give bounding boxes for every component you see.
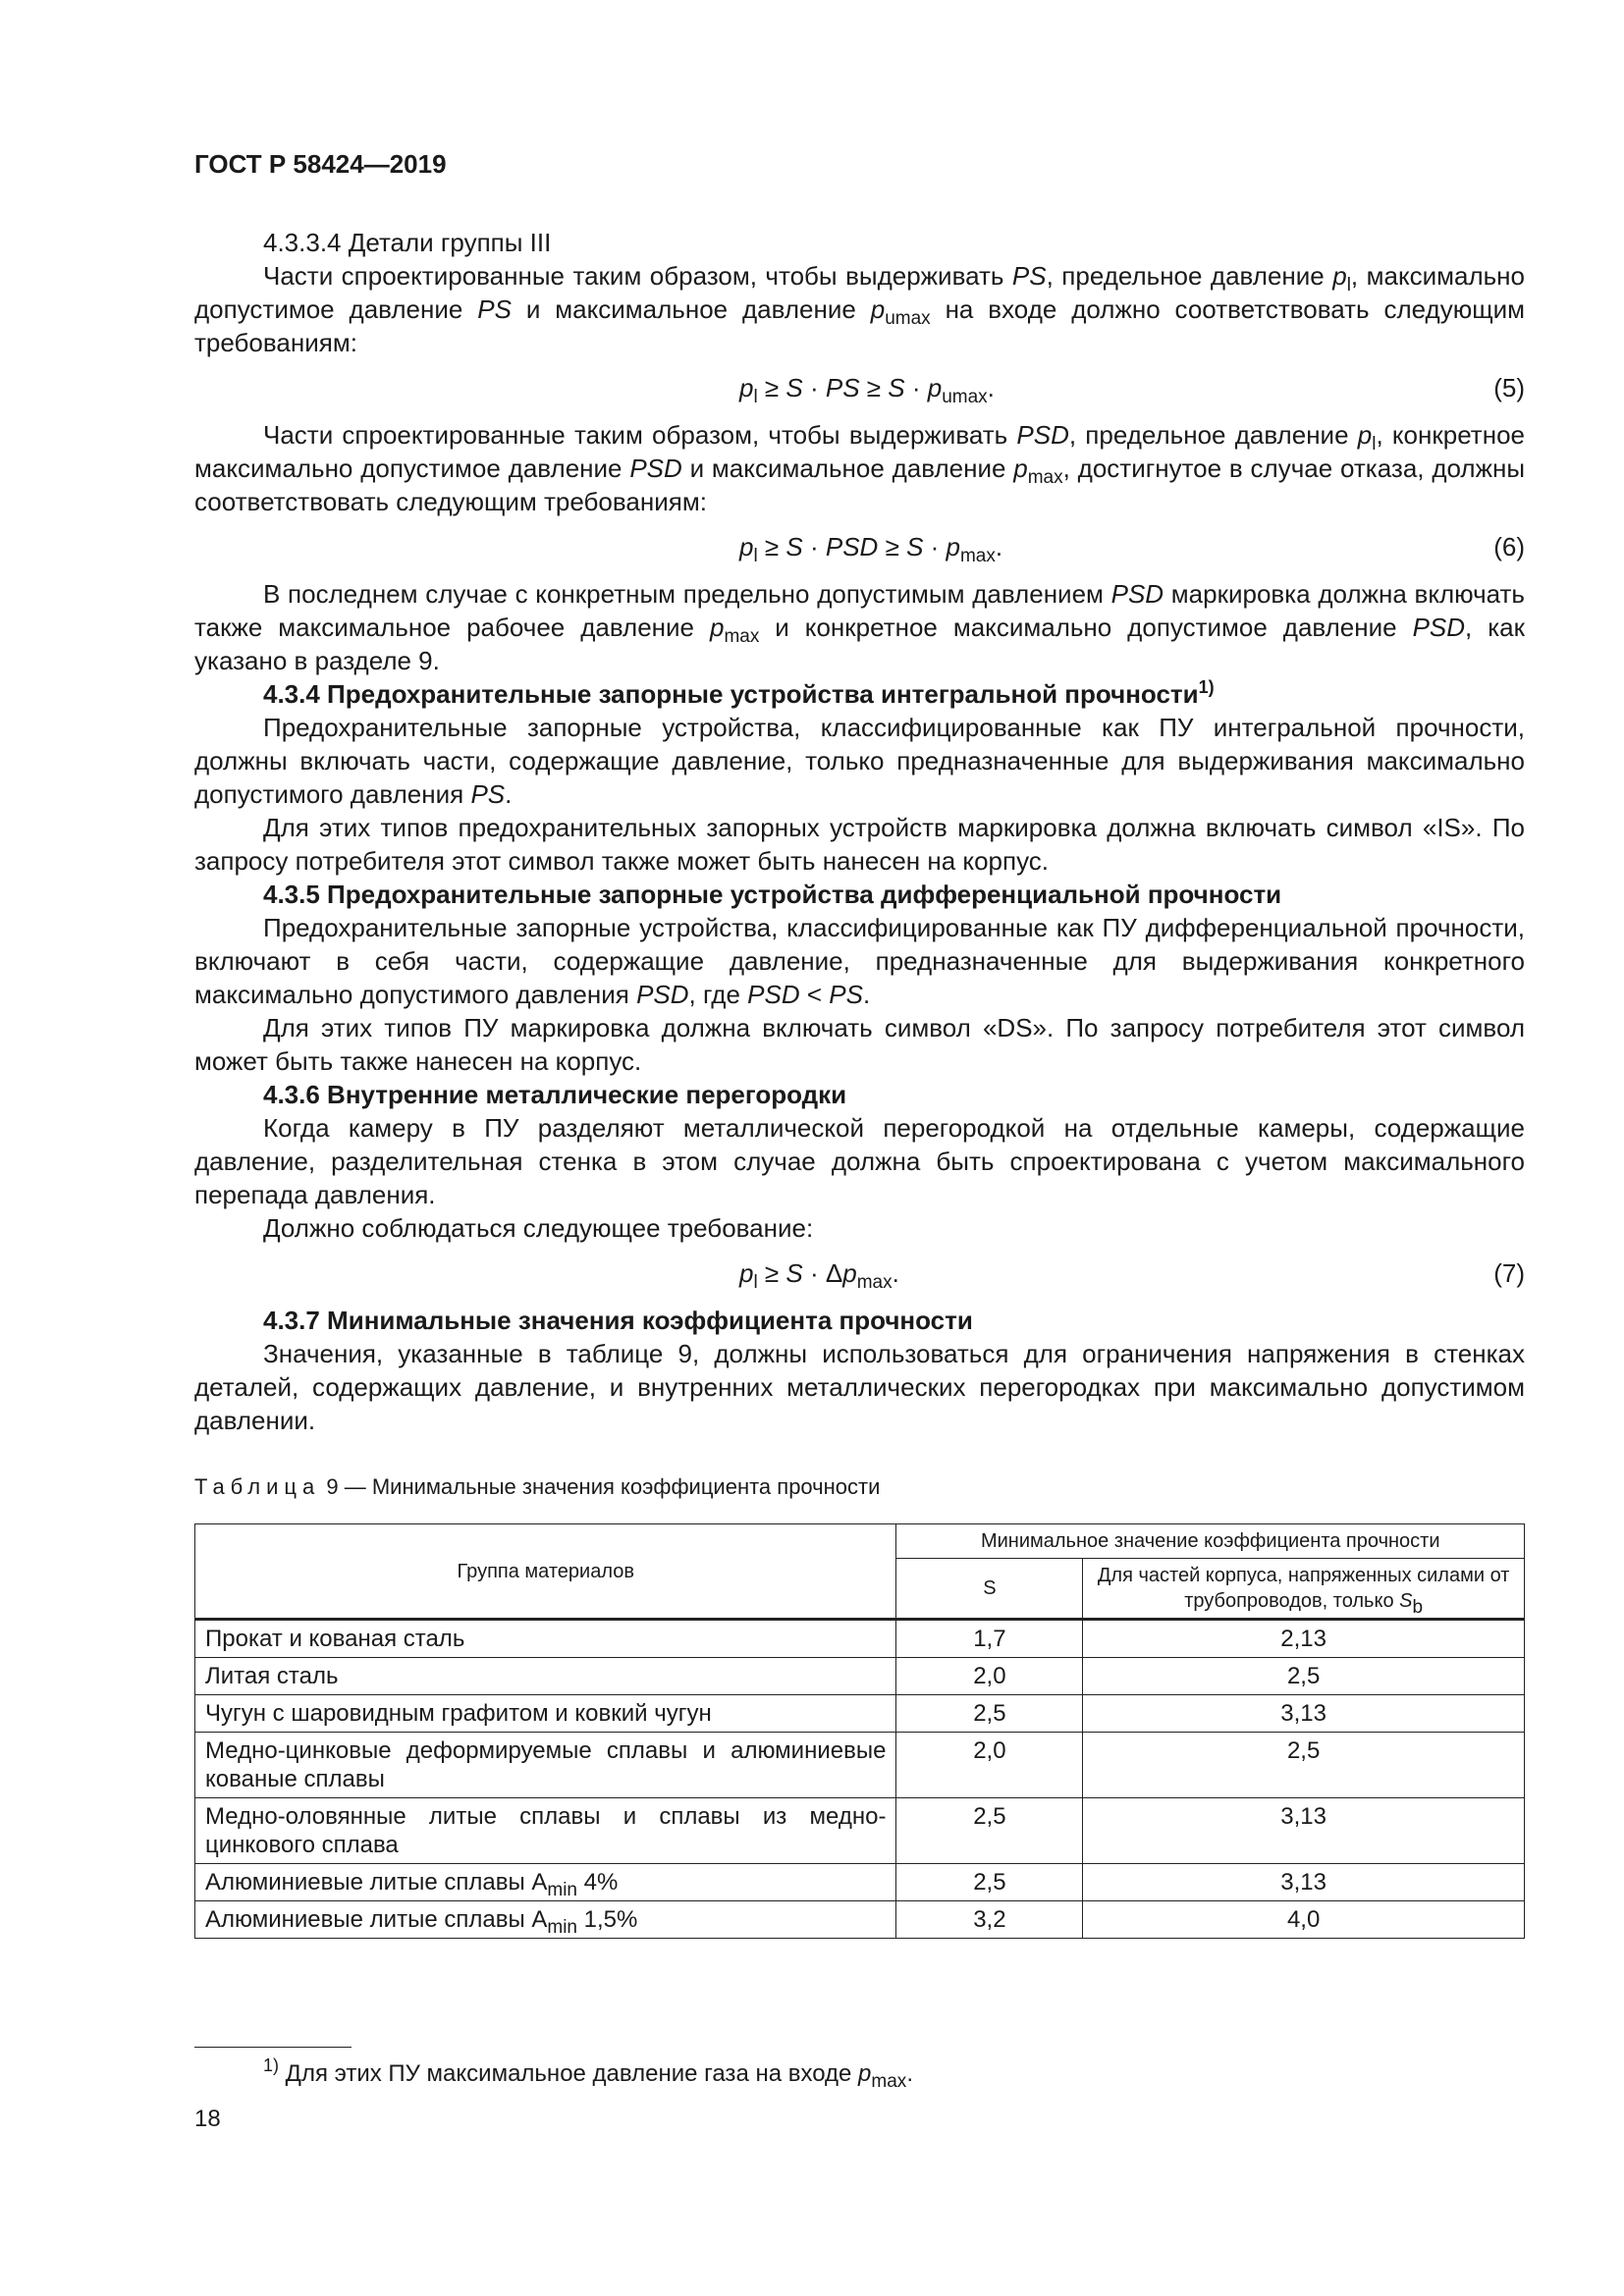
section-435-heading: 4.3.5 Предохранительные запорные устройства дифференциальной прочности (263, 880, 1282, 909)
paragraph: Части спроектированные таким образом, чтобы выдерживать PS, предельное давление $p_l$, максимально допустимое давление PS и максимальное давление $p_{umax}$ на входе должно соответствовать следующим требованиям: (194, 261, 1526, 357)
table-9 (194, 1523, 1525, 1939)
paragraph: Для этих типов ПУ маркировка должна включать символ «DS». По запросу потребителя этот символ может быть также нанесен на корпус. (194, 1013, 1525, 1076)
section-4334-heading: 4.3.3.4 Детали группы III (263, 228, 552, 257)
paragraph: Когда камеру в ПУ разделяют металлической перегородкой на отдельные камеры, содержащие давление, разделительная стенка в этом случае должна быть спроектирована с учетом максимального перепада давления. (194, 1113, 1525, 1209)
paragraph: Предохранительные запорные устройства, классифицированные как ПУ дифференциальной прочности, включают в себя части, содержащие давление, предназначенные для выдерживания конкретного максимально допустимого давления PSD, где PSD < PS. (194, 913, 1525, 1009)
footnote-rule (194, 2047, 352, 2048)
document-code: ГОСТ Р 58424—2019 (194, 149, 447, 179)
table-caption: Таблица 9 — Минимальные значения коэффициента прочности (194, 1474, 881, 1499)
page-number: 18 (194, 2106, 221, 2132)
formula-number: (5) (1493, 373, 1525, 402)
paragraph: Части спроектированные таким образом, чтобы выдерживать PSD, предельное давление $p_l$, конкретное максимально допустимое давление PSD и максимальное давление $p_{max}$, достигнутое в случае отказа, должны соответствовать следующим требованиям: (194, 420, 1526, 516)
footnote: $^{1)}$ Для этих ПУ максимальное давление газа на входе $p_{max}$. (263, 2056, 913, 2092)
table-row: Медно-оловянные литые сплавы и сплавы из медно-цинкового сплава 2,5 3,13 (195, 1798, 1525, 1864)
table-row: Чугун с шаровидным графитом и ковкий чугун 2,5 3,13 (195, 1695, 1525, 1733)
formula-6: $p_l \ge S$ · PSD ≥ $S \cdot p_{max}$. (6) (739, 532, 1525, 566)
formula-number: (6) (1493, 532, 1525, 561)
body-text (194, 226, 1525, 1939)
paragraph: Для этих типов предохранительных запорных устройств маркировка должна включать символ «IS». По запросу потребителя этот символ также может быть нанесен на корпус. (194, 813, 1525, 876)
table-row: Литая сталь 2,0 2,5 (195, 1658, 1525, 1695)
paragraph: Должно соблюдаться следующее требование: (263, 1213, 814, 1243)
header-parts: Для частей корпуса, напряженных силами от трубопроводов, только $S_b$ (1083, 1559, 1525, 1620)
footnote-mark: 1) (1198, 677, 1215, 697)
paragraph: В последнем случае с конкретным предельно допустимым давлением PSD маркировка должна включать также максимальное рабочее давление $p_{max}$ и конкретное максимально допустимое давление PSD, как указано в разделе 9. (194, 579, 1525, 675)
section-437-heading: 4.3.7 Минимальные значения коэффициента прочности (263, 1306, 973, 1335)
formula-7: $p_l \ge S \cdot \Delta p_{max}$. (7) (739, 1258, 1525, 1293)
paragraph: Значения, указанные в таблице 9, должны использоваться для ограничения напряжения в стенках деталей, содержащих давление, и внутренних металлических перегородках при максимально допустимом давлении. (194, 1339, 1525, 1435)
document-page (194, 0, 1525, 2296)
formula-5: $p_l \ge S$ · PS ≥ $S \cdot p_{umax}$. (5) (739, 373, 1525, 407)
table-row: Прокат и кованая сталь 1,7 2,13 (195, 1620, 1525, 1658)
header-material-group: Группа материалов (195, 1524, 896, 1620)
table-row: Алюминиевые литые сплавы $A_{min}$ 4% 2,5 3,13 (195, 1864, 1525, 1901)
header-min-strength: Минимальное значение коэффициента прочности (896, 1524, 1525, 1559)
formula-number: (7) (1493, 1258, 1525, 1288)
section-434-heading: 4.3.4 Предохранительные запорные устройства интегральной прочности$^{1)}$ (263, 677, 1215, 709)
table-row: Алюминиевые литые сплавы $A_{min}$ 1,5% 3,2 4,0 (195, 1901, 1525, 1939)
section-436-heading: 4.3.6 Внутренние металлические перегородки (263, 1080, 847, 1109)
table-row: Медно-цинковые деформируемые сплавы и алюминиевые кованые сплавы 2,0 2,5 (195, 1733, 1525, 1798)
header-s: S (896, 1559, 1083, 1620)
paragraph: Предохранительные запорные устройства, классифицированные как ПУ интегральной прочности, должны включать части, содержащие давление, только предназначенные для выдерживания максимально допустимого давления PS. (194, 713, 1525, 809)
